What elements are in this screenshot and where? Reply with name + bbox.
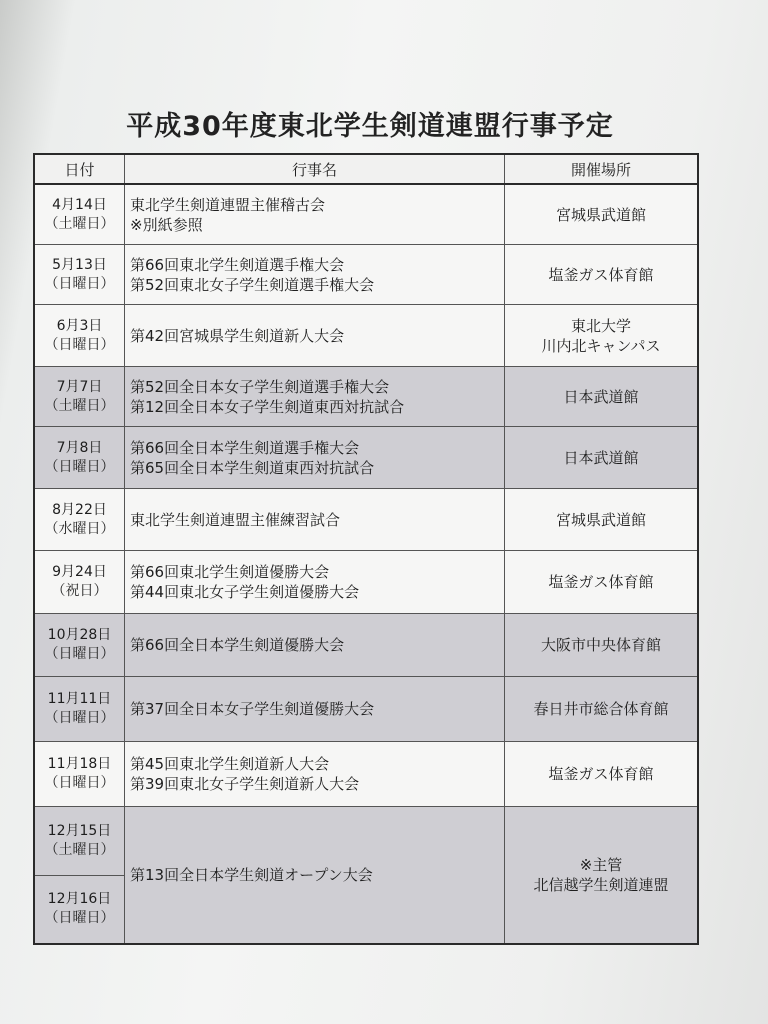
event-name: 第66回全日本学生剣道優勝大会 <box>130 636 345 654</box>
venue-cell <box>505 489 697 550</box>
table-row <box>35 185 697 245</box>
table-row <box>35 551 697 614</box>
date-cell <box>35 245 125 304</box>
date-text: 7月7日 <box>56 378 103 395</box>
date-cell-split <box>35 807 125 943</box>
table-row <box>35 305 697 367</box>
date-cell <box>35 677 125 741</box>
event-note: ※別紙参照 <box>130 215 203 234</box>
event-name: 第12回全日本女子学生剣道東西対抗試合 <box>130 397 405 416</box>
event-cell <box>125 427 505 488</box>
event-cell <box>125 367 505 426</box>
venue-cell <box>505 614 697 676</box>
date-text: 7月8日 <box>56 439 103 456</box>
event-cell <box>125 305 505 366</box>
date-text: 11月11日 <box>47 691 112 707</box>
date-text: 6月3日 <box>56 317 103 334</box>
event-cell <box>125 614 505 676</box>
weekday-text: （水曜日） <box>44 520 115 537</box>
weekday-text: （日曜日） <box>44 710 115 726</box>
event-name: 第66回東北学生剣道選手権大会 <box>130 255 345 274</box>
date-cell <box>35 185 125 244</box>
venue-cell <box>505 305 697 366</box>
date-text: 9月24日 <box>52 564 107 580</box>
event-cell <box>125 489 505 550</box>
date-cell <box>35 367 125 426</box>
venue-name: 春日井市総合体育館 <box>533 700 669 718</box>
document-title: 平成30年度東北学生剣道連盟行事予定 <box>126 111 614 142</box>
event-name: 東北学生剣道連盟主催稽古会 <box>130 195 326 214</box>
date-text: 10月28日 <box>47 627 112 643</box>
event-cell <box>125 245 505 304</box>
date-text: 11月18日 <box>47 756 112 772</box>
venue-organizer: 北信越学生剣道連盟 <box>533 876 669 894</box>
venue-cell <box>505 245 697 304</box>
date-cell <box>35 742 125 806</box>
event-cell <box>125 677 505 741</box>
venue-name: 宮城県武道館 <box>555 510 646 529</box>
table-row <box>35 677 697 742</box>
table-row <box>35 489 697 551</box>
date-subcell <box>35 807 124 875</box>
event-name: 第52回東北女子学生剣道選手権大会 <box>130 275 375 294</box>
venue-name: 大阪市中央体育館 <box>540 636 661 654</box>
venue-cell <box>505 677 697 741</box>
weekday-text: （日曜日） <box>44 646 115 662</box>
venue-name: 塩釜ガス体育館 <box>548 573 654 591</box>
table-row <box>35 367 697 427</box>
event-name: 第66回東北学生剣道優勝大会 <box>130 563 330 581</box>
table-row <box>35 807 697 943</box>
venue-name: 日本武道館 <box>563 387 639 406</box>
weekday-text: （日曜日） <box>44 458 115 475</box>
date-cell <box>35 305 125 366</box>
venue-name: 宮城県武道館 <box>555 205 646 224</box>
venue-note: ※主管 <box>579 856 623 874</box>
event-cell <box>125 551 505 613</box>
event-name: 第39回東北女子学生剣道新人大会 <box>130 775 360 793</box>
date-text: 4月14日 <box>52 196 107 213</box>
weekday-text: （日曜日） <box>44 910 115 927</box>
weekday-text: （日曜日） <box>44 775 115 791</box>
table-row <box>35 245 697 305</box>
date-cell <box>35 614 125 676</box>
table-row <box>35 614 697 677</box>
weekday-text: （日曜日） <box>44 275 115 292</box>
weekday-text: （日曜日） <box>44 336 115 353</box>
event-name: 第13回全日本学生剣道オープン大会 <box>130 866 373 884</box>
venue-cell <box>505 427 697 488</box>
venue-cell <box>505 807 697 943</box>
event-name: 第45回東北学生剣道新人大会 <box>130 755 330 773</box>
event-name: 第44回東北女子学生剣道優勝大会 <box>130 583 360 601</box>
venue-name: 日本武道館 <box>563 448 639 467</box>
venue-cell <box>505 551 697 613</box>
date-cell <box>35 489 125 550</box>
venue-cell <box>505 742 697 806</box>
event-name: 第52回全日本女子学生剣道選手権大会 <box>130 377 390 396</box>
event-cell <box>125 742 505 806</box>
weekday-text: （土曜日） <box>44 397 115 414</box>
table-header-row <box>35 155 697 185</box>
date-text: 5月13日 <box>52 256 107 273</box>
venue-name: 塩釜ガス体育館 <box>548 265 654 284</box>
weekday-text: （土曜日） <box>44 215 115 232</box>
header-event: 行事名 <box>125 155 505 183</box>
date-cell <box>35 551 125 613</box>
event-name: 第66回全日本学生剣道選手権大会 <box>130 438 360 457</box>
date-cell <box>35 427 125 488</box>
header-date: 日付 <box>35 155 125 183</box>
weekday-text: （土曜日） <box>44 841 115 858</box>
event-cell <box>125 807 505 943</box>
date-text: 12月16日 <box>47 891 112 908</box>
venue-cell <box>505 367 697 426</box>
event-name: 東北学生剣道連盟主催練習試合 <box>130 510 341 529</box>
venue-name: 東北大学 <box>570 316 631 335</box>
event-cell <box>125 185 505 244</box>
date-text: 8月22日 <box>52 501 107 518</box>
schedule-table <box>33 153 699 945</box>
header-venue: 開催場所 <box>570 160 631 179</box>
weekday-text: （祝日） <box>51 583 108 599</box>
event-name: 第42回宮城県学生剣道新人大会 <box>130 326 345 345</box>
table-row <box>35 427 697 489</box>
venue-cell <box>505 185 697 244</box>
event-name: 第65回全日本学生剣道東西対抗試合 <box>130 458 375 477</box>
venue-campus: 川内北キャンパス <box>541 336 661 355</box>
table-row <box>35 742 697 807</box>
date-text: 12月15日 <box>47 822 112 839</box>
event-name: 第37回全日本女子学生剣道優勝大会 <box>130 700 375 718</box>
date-subcell <box>35 875 124 944</box>
venue-name: 塩釜ガス体育館 <box>548 765 654 783</box>
